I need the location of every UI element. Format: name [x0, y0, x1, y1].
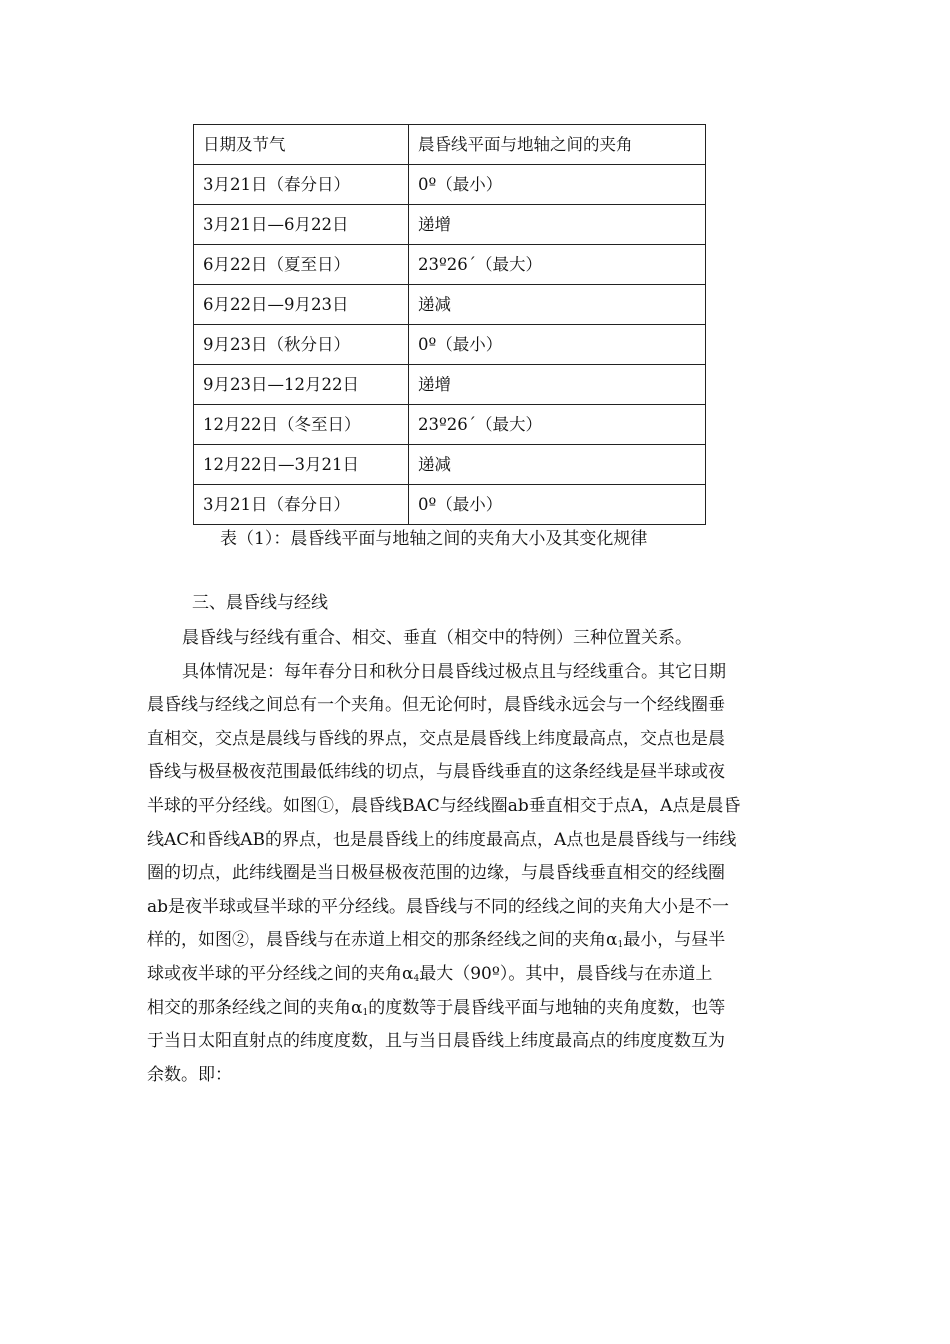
subscript: 1	[362, 1007, 369, 1018]
angle-cell: 递减	[409, 445, 706, 485]
text-segment: 相交的那条经线之间的夹角α	[147, 997, 363, 1018]
paragraph-line: 于当日太阳直射点的纬度度数，且与当日晨昏线上纬度最高点的纬度度数互为	[147, 1031, 725, 1052]
paragraph-line: 圈的切点，此纬线圈是当日极昼极夜范围的边缘，与晨昏线垂直相交的经线圈	[147, 863, 725, 884]
paragraph-line: 具体情况是：每年春分日和秋分日晨昏线过极点且与经线重合。其它日期	[182, 661, 726, 682]
table-row	[194, 165, 706, 205]
subscript: 4	[413, 973, 420, 984]
angle-cell: 0º（最小）	[409, 325, 706, 365]
section-heading: 三、晨昏线与经线	[192, 593, 328, 613]
date-cell: 6月22日—9月23日	[194, 285, 409, 325]
table-header-row	[194, 125, 706, 165]
date-cell: 9月23日（秋分日）	[194, 325, 409, 365]
date-cell: 12月22日—3月21日	[194, 445, 409, 485]
text-segment: 样的，如图②，晨昏线与在赤道上相交的那条经线之间的夹角α	[147, 930, 618, 951]
table-row	[194, 445, 706, 485]
paragraph-line	[147, 958, 807, 992]
angle-cell: 递增	[409, 205, 706, 245]
angle-cell: 23º26´（最大）	[409, 405, 706, 445]
text-segment: 球或夜半球的平分经线之间的夹角α	[147, 963, 414, 984]
angle-cell: 递增	[409, 365, 706, 405]
angle-change-table	[193, 124, 706, 525]
paragraph-line: 晨昏线与经线之间总有一个夹角。但无论何时，晨昏线永远会与一个经线圈垂	[147, 695, 725, 716]
table-caption: 表（1）：晨昏线平面与地轴之间的夹角大小及其变化规律	[220, 529, 648, 549]
table-row	[194, 285, 706, 325]
section-body	[147, 622, 807, 1092]
paragraph-line: 半球的平分经线。如图①，晨昏线BAC与经线圈ab垂直相交于点A，A点是晨昏	[147, 795, 741, 816]
header-angle: 晨昏线平面与地轴之间的夹角	[409, 125, 706, 165]
table-row	[194, 405, 706, 445]
date-cell: 6月22日（夏至日）	[194, 245, 409, 285]
text-segment: 最小，与昼半	[623, 930, 726, 951]
date-cell: 3月21日—6月22日	[194, 205, 409, 245]
paragraph-line: 线AC和昏线AB的界点，也是晨昏线上的纬度最高点，A点也是晨昏线与一纬线	[147, 829, 737, 850]
date-cell: 3月21日（春分日）	[194, 165, 409, 205]
paragraph-line	[147, 924, 807, 958]
table-row	[194, 245, 706, 285]
text-segment: 最大（90º）。其中，晨昏线与在赤道上	[419, 963, 713, 984]
subscript: 1	[617, 940, 624, 951]
table-row	[194, 365, 706, 405]
table-row	[194, 325, 706, 365]
date-cell: 12月22日（冬至日）	[194, 405, 409, 445]
date-cell: 3月21日（春分日）	[194, 485, 409, 525]
table-row	[194, 485, 706, 525]
angle-cell: 0º（最小）	[409, 485, 706, 525]
date-cell: 9月23日—12月22日	[194, 365, 409, 405]
angle-cell: 递减	[409, 285, 706, 325]
text-segment: 的度数等于晨昏线平面与地轴的夹角度数，也等	[368, 997, 726, 1018]
paragraph-line: 余数。即：	[147, 1064, 232, 1085]
paragraph-line: 晨昏线与经线有重合、相交、垂直（相交中的特例）三种位置关系。	[182, 628, 692, 648]
paragraph-line	[147, 992, 807, 1026]
header-date: 日期及节气	[194, 125, 409, 165]
table-row	[194, 205, 706, 245]
angle-cell: 0º（最小）	[409, 165, 706, 205]
paragraph-line: 直相交，交点是晨线与昏线的界点，交点是晨昏线上纬度最高点，交点也是晨	[147, 728, 725, 749]
paragraph-line: ab是夜半球或昼半球的平分经线。晨昏线与不同的经线之间的夹角大小是不一	[147, 896, 730, 917]
angle-cell: 23º26´（最大）	[409, 245, 706, 285]
paragraph-line: 昏线与极昼极夜范围最低纬线的切点，与晨昏线垂直的这条经线是昼半球或夜	[147, 762, 725, 783]
